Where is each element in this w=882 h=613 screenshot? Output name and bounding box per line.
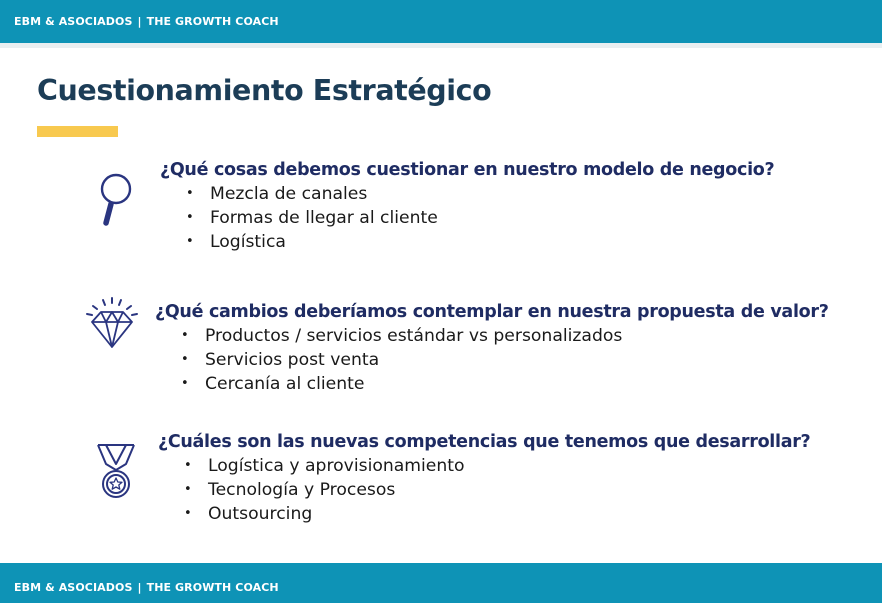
- magnifier-icon: [97, 170, 137, 235]
- list-item: • Tecnología y Procesos: [158, 478, 810, 502]
- list-value-proposition: [155, 324, 829, 396]
- list-item: • Cercanía al cliente: [155, 372, 829, 396]
- section-value-proposition: [155, 300, 829, 396]
- list-item: • Logística y aprovisionamiento: [158, 454, 810, 478]
- title-accent-bar: [37, 126, 118, 137]
- medal-icon: [96, 440, 136, 507]
- header-separator: |: [137, 15, 142, 28]
- footer-band: [0, 563, 882, 603]
- section-competencies: [158, 430, 810, 526]
- footer-tagline: THE GROWTH COACH: [146, 581, 279, 594]
- footer-brand: EBM & ASOCIADOS: [14, 581, 133, 594]
- list-business-model: [160, 182, 774, 254]
- list-item: • Mezcla de canales: [160, 182, 774, 206]
- question-value-proposition: ¿Qué cambios deberíamos contemplar en nuestra propuesta de valor?: [155, 302, 829, 322]
- list-item: • Logística: [160, 230, 774, 254]
- header-brand: EBM & ASOCIADOS: [14, 15, 133, 28]
- question-business-model: ¿Qué cosas debemos cuestionar en nuestro modelo de negocio?: [160, 160, 775, 180]
- list-competencies: [158, 454, 810, 526]
- list-item: • Servicios post venta: [155, 348, 829, 372]
- footer-separator: |: [137, 581, 142, 594]
- header-tagline: THE GROWTH COACH: [146, 15, 279, 28]
- section-business-model: [160, 158, 774, 254]
- slide-title: Cuestionamiento Estratégico: [37, 74, 492, 107]
- header-band: [0, 0, 882, 43]
- diamond-icon: [84, 295, 140, 356]
- list-item: • Outsourcing: [158, 502, 810, 526]
- list-item: • Formas de llegar al cliente: [160, 206, 774, 230]
- question-competencies: ¿Cuáles son las nuevas competencias que tenemos que desarrollar?: [158, 432, 811, 452]
- list-item: • Productos / servicios estándar vs personalizados: [155, 324, 829, 348]
- header-underline: [0, 43, 882, 48]
